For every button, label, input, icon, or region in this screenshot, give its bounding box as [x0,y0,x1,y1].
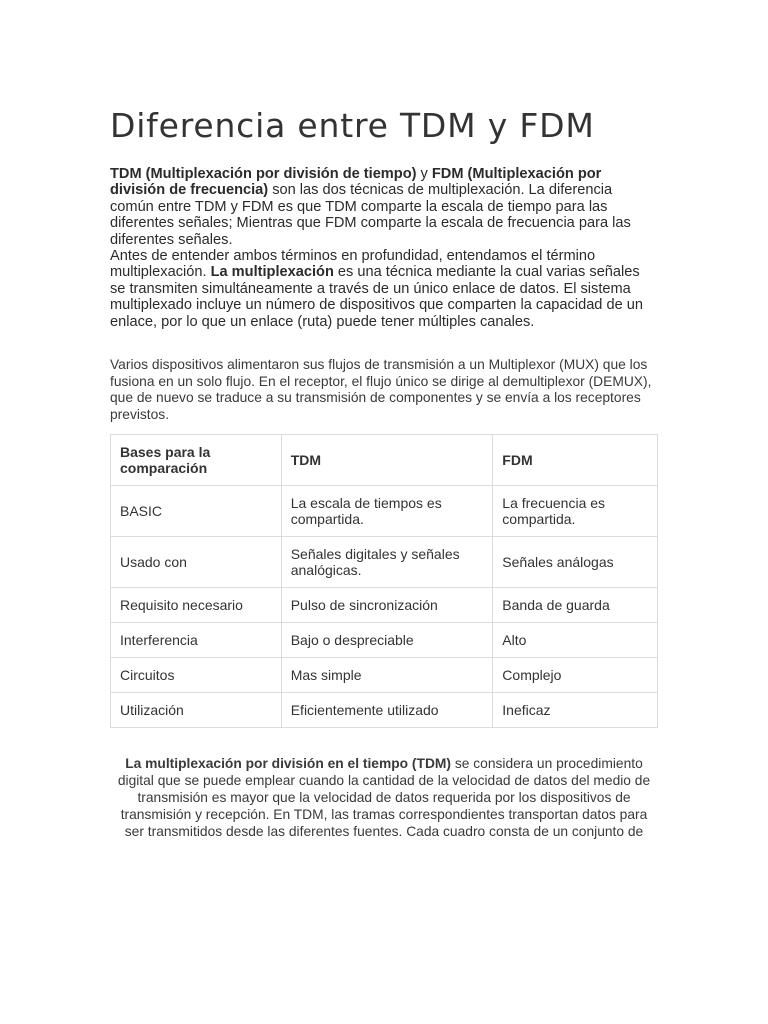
table-row [111,486,658,537]
table-cell: Requisito necesario [111,588,282,623]
intro-text-2: Antes de entender ambos términos en profundidad, entendamos el término multiplexación. [110,248,596,281]
table-cell: Usado con [111,537,282,588]
table-cell: BASIC [111,486,282,537]
mux-paragraph: Varios dispositivos alimentaron sus flujos de transmisión a un Multiplexor (MUX) que los fusiona en un solo flujo. En el receptor, el flujo único se dirige al demultiplexor (DEMUX), que de nuevo se traduce a su transmisión de componentes y se envía a los receptores previstos. [110,357,652,422]
table-cell: Señales digitales y señales analógicas. [281,537,493,588]
table-cell: Alto [493,623,658,658]
table-row [111,658,658,693]
intro-text: son las dos técnicas de multiplexación. La diferencia común entre TDM y FDM es que TDM comparte la escala de tiempo para las diferentes señales; Mientras que FDM comparte la escala de frecuencia para las diferentes señales. [110,182,631,248]
table-cell: La escala de tiempos es compartida. [281,486,493,537]
table-cell: Circuitos [111,658,282,693]
table-cell: Utilización [111,693,282,728]
table-cell: Interferencia [111,623,282,658]
table-row [111,588,658,623]
table-row [111,693,658,728]
comparison-table [110,434,658,728]
table-header-row [111,435,658,486]
page-title: Diferencia entre TDM y FDM [110,106,595,145]
table-cell: Señales análogas [493,537,658,588]
table-cell: Ineficaz [493,693,658,728]
intro-paragraph-1 [110,166,658,248]
tdm-term: TDM (Multiplexación por división de tiempo) [110,166,417,182]
fdm-term: FDM (Multiplexación por división de frecuencia) [110,166,602,199]
intro-paragraph-2 [110,248,658,330]
table-row [111,623,658,658]
multiplexing-term: La multiplexación [210,264,334,281]
table-cell: La frecuencia es compartida. [493,486,658,537]
tdm-definition-term: La multiplexación por división en el tiempo (TDM) [125,756,452,771]
header-fdm: FDM [493,435,658,486]
table-cell: Banda de guarda [493,588,658,623]
intro-section [110,166,658,330]
header-tdm: TDM [281,435,493,486]
table-cell: Pulso de sincronización [281,588,493,623]
intro-connector: y [416,166,432,182]
table-cell: Eficientemente utilizado [281,693,493,728]
tdm-paragraph [110,755,658,840]
table-cell: Complejo [493,658,658,693]
header-basis: Bases para la comparación [111,435,282,486]
table-cell: Mas simple [281,658,493,693]
intro-text-3: es una técnica mediante la cual varias señales se transmiten simultáneamente a través de un único enlace de datos. El sistema multiplexado incluye un número de dispositivos que comparten la capacidad de un enlace, por lo que un enlace (ruta) puede tener múltiples canales. [110,264,643,330]
table-cell: Bajo o despreciable [281,623,493,658]
table-row [111,537,658,588]
tdm-definition-text: se considera un procedimiento digital que se puede emplear cuando la cantidad de la velocidad de datos del medio de transmisión es mayor que la velocidad de datos requerida por los dispositivos de transmisión y recepción. En TDM, las tramas correspondientes transportan datos para ser transmitidos desde las diferentes fuentes. Cada cuadro consta de un conjunto de [117,756,651,839]
